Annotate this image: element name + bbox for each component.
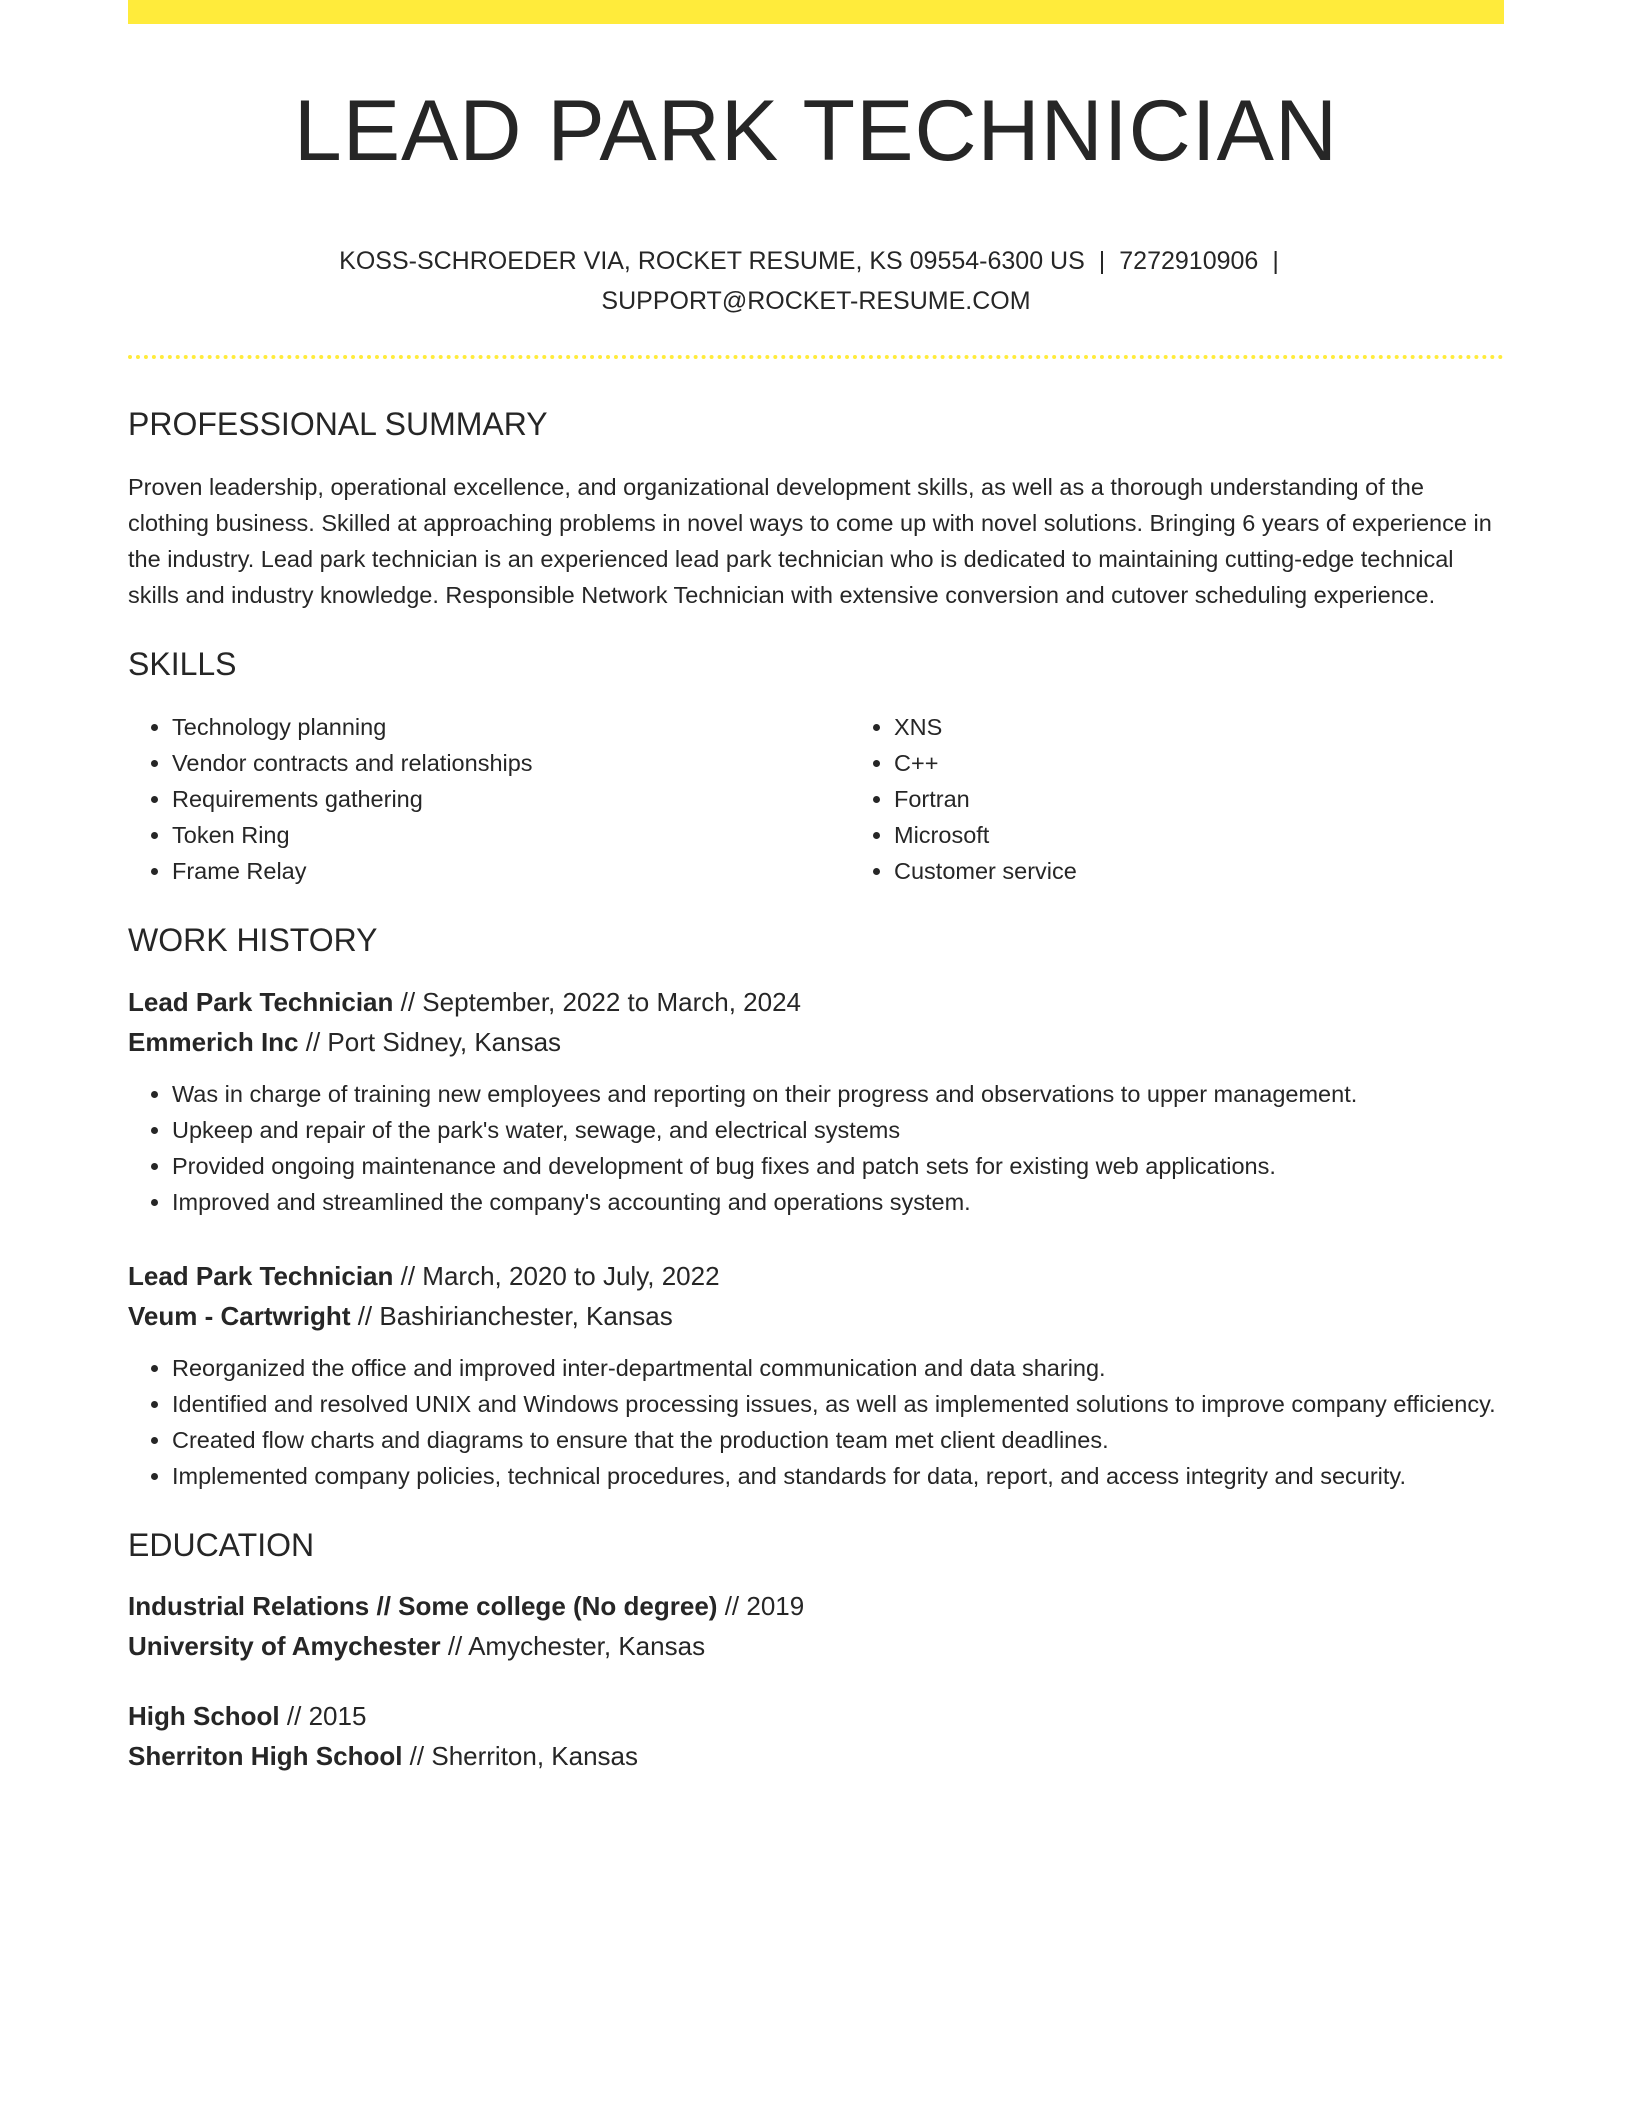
job-bullet: • Reorganized the office and improved inter-departmental communication and data sharing. xyxy=(172,1350,1504,1386)
job-title-line xyxy=(128,1256,1504,1296)
job-company: Emmerich Inc xyxy=(128,1026,299,1057)
job-bullets xyxy=(128,1350,1504,1494)
resume-page xyxy=(128,0,1504,1776)
skill-item: • Technology planning xyxy=(172,709,850,745)
job-entry xyxy=(128,982,1504,1220)
job-title-line xyxy=(128,982,1504,1022)
skill-item: • Microsoft xyxy=(894,817,1494,853)
education-entry xyxy=(128,1696,1504,1776)
education-school-line xyxy=(128,1626,1504,1666)
job-bullet: • Created flow charts and diagrams to ensure that the production team met client deadlines. xyxy=(172,1422,1504,1458)
education-year: // 2015 xyxy=(279,1701,367,1732)
skill-item: • Fortran xyxy=(894,781,1494,817)
address: KOSS-SCHROEDER VIA, ROCKET RESUME, KS 09554-6300 US xyxy=(339,246,1085,275)
job-position: Lead Park Technician xyxy=(128,986,394,1017)
skill-item: • Requirements gathering xyxy=(172,781,850,817)
job-company-line xyxy=(128,1022,1504,1062)
job-bullet: • Identified and resolved UNIX and Windows processing issues, as well as implemented solutions to improve company efficiency. xyxy=(172,1386,1504,1422)
job-bullet: • Implemented company policies, technical procedures, and standards for data, report, and access integrity and security. xyxy=(172,1458,1504,1494)
education-entry xyxy=(128,1586,1504,1666)
job-company-line xyxy=(128,1296,1504,1336)
contact-separator: | xyxy=(1272,246,1279,275)
education-degree-line xyxy=(128,1696,1504,1736)
section-title-education: EDUCATION xyxy=(128,1526,315,1563)
job-bullet: • Upkeep and repair of the park's water, sewage, and electrical systems xyxy=(172,1112,1504,1148)
job-bullet: • Provided ongoing maintenance and development of bug fixes and patch sets for existing web applications. xyxy=(172,1148,1504,1184)
education-location: // Amychester, Kansas xyxy=(440,1631,706,1662)
contact-separator: | xyxy=(1098,246,1106,275)
contact-info xyxy=(336,241,1296,321)
job-bullet: • Was in charge of training new employees and reporting on their progress and observations to upper management. xyxy=(172,1076,1504,1112)
education-degree: High School xyxy=(128,1701,280,1732)
education-degree: Industrial Relations // Some college (No degree) xyxy=(128,1591,718,1622)
summary-text: Proven leadership, operational excellence, and organizational development skills, as well as a thorough understanding of the clothing business. Skilled at approaching problems in novel ways to come up with novel solutions. Bringing 6 years of experience in the industry. Lead park technician is an experienced lead park technician who is dedicated to maintaining cutting-edge technical skills and industry knowledge. Responsible Network Technician with extensive conversion and cutover scheduling experience. xyxy=(128,473,1492,608)
education-school-line xyxy=(128,1736,1504,1776)
education-year: // 2019 xyxy=(717,1591,805,1622)
job-company: Veum - Cartwright xyxy=(128,1300,351,1331)
job-dates: // March, 2020 to July, 2022 xyxy=(393,1260,720,1291)
section-title-work-history: WORK HISTORY xyxy=(128,922,378,959)
accent-top-bar xyxy=(128,0,1504,24)
job-bullet: • Improved and streamlined the company's accounting and operations system. xyxy=(172,1184,1504,1220)
job-dates: // September, 2022 to March, 2024 xyxy=(393,986,801,1017)
education-school: University of Amychester xyxy=(128,1631,441,1662)
skill-item: • C++ xyxy=(894,745,1494,781)
skill-item: • Token Ring xyxy=(172,817,850,853)
phone: 7272910906 xyxy=(1119,246,1259,275)
skill-item: • XNS xyxy=(894,709,1494,745)
job-bullets xyxy=(128,1076,1504,1220)
job-location: // Port Sidney, Kansas xyxy=(298,1026,562,1057)
education-school: Sherriton High School xyxy=(128,1741,403,1772)
skills-column-right xyxy=(850,709,1494,889)
section-title-summary: PROFESSIONAL SUMMARY xyxy=(128,405,548,442)
section-title-skills: SKILLS xyxy=(128,645,237,682)
job-location: // Bashirianchester, Kansas xyxy=(350,1300,673,1331)
job-entry xyxy=(128,1256,1504,1494)
education-degree-line xyxy=(128,1586,1504,1626)
job-position: Lead Park Technician xyxy=(128,1260,394,1291)
skills-column-left xyxy=(128,709,850,889)
education-location: // Sherriton, Kansas xyxy=(402,1741,639,1772)
skill-item: • Frame Relay xyxy=(172,853,850,889)
skills-list xyxy=(128,709,1504,889)
skill-item: • Customer service xyxy=(894,853,1494,889)
candidate-name: LEAD PARK TECHNICIAN xyxy=(293,83,1339,179)
email: SUPPORT@ROCKET-RESUME.COM xyxy=(601,286,1031,315)
dotted-divider xyxy=(128,355,1504,359)
skill-item: • Vendor contracts and relationships xyxy=(172,745,850,781)
